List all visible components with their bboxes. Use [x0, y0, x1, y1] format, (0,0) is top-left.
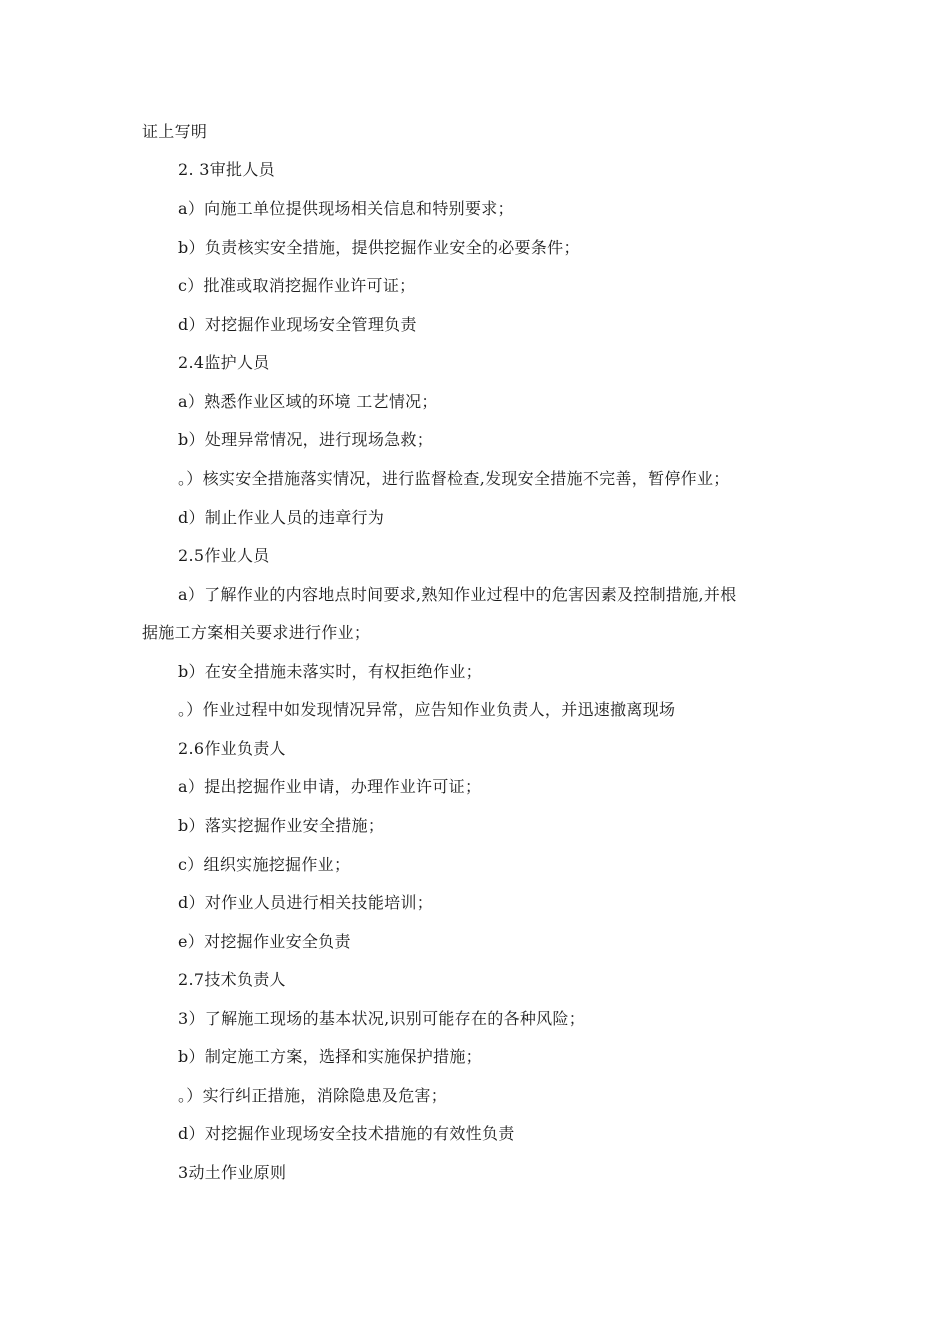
list-item: 。）作业过程中如发现情况异常，应告知作业负责人，并迅速撤离现场 [178, 700, 676, 719]
list-item: a）向施工单位提供现场相关信息和特别要求； [178, 199, 514, 218]
list-item: d）制止作业人员的违章行为 [178, 508, 385, 527]
list-item: a）了解作业的内容地点时间要求,熟知作业过程中的危害因素及控制措施,并根 [178, 585, 737, 604]
list-item: c）组织实施挖掘作业； [178, 855, 351, 874]
section-heading-worker: 2.5作业人员 [178, 546, 270, 565]
section-heading-technical: 2.7技术负责人 [178, 970, 286, 989]
list-item: c）批准或取消挖掘作业许可证； [178, 276, 416, 295]
list-item: 3）了解施工现场的基本状况,识别可能存在的各种风险； [178, 1009, 586, 1028]
list-item: d）对作业人员进行相关技能培训； [178, 893, 434, 912]
continuation-line: 证上写明 [142, 122, 208, 141]
list-item: b）落实挖掘作业安全措施； [178, 816, 385, 835]
list-item: d）对挖掘作业现场安全管理负责 [178, 315, 417, 334]
section-heading-leader: 2.6作业负责人 [178, 739, 286, 758]
section-heading-approver: 2. 3审批人员 [178, 160, 275, 179]
section-heading-principles: 3动土作业原则 [178, 1163, 287, 1182]
list-item: 。）实行纠正措施，消除隐患及危害； [178, 1086, 448, 1105]
list-item: a）熟悉作业区域的环境 工艺情况； [178, 392, 438, 411]
list-item: a）提出挖掘作业申请，办理作业许可证； [178, 777, 482, 796]
list-item: d）对挖掘作业现场安全技术措施的有效性负责 [178, 1124, 515, 1143]
list-item: b）处理异常情况，进行现场急救； [178, 430, 434, 449]
list-item-continuation: 据施工方案相关要求进行作业； [142, 623, 371, 642]
list-item: b）制定施工方案，选择和实施保护措施； [178, 1047, 482, 1066]
section-heading-monitor: 2.4监护人员 [178, 353, 270, 372]
list-item: b）负责核实安全措施，提供挖掘作业安全的必要条件； [178, 238, 580, 257]
list-item: b）在安全措施未落实时，有权拒绝作业； [178, 662, 482, 681]
list-item: e）对挖掘作业安全负责 [178, 932, 351, 951]
list-item: 。）核实安全措施落实情况，进行监督检查,发现安全措施不完善，暂停作业； [178, 469, 730, 488]
